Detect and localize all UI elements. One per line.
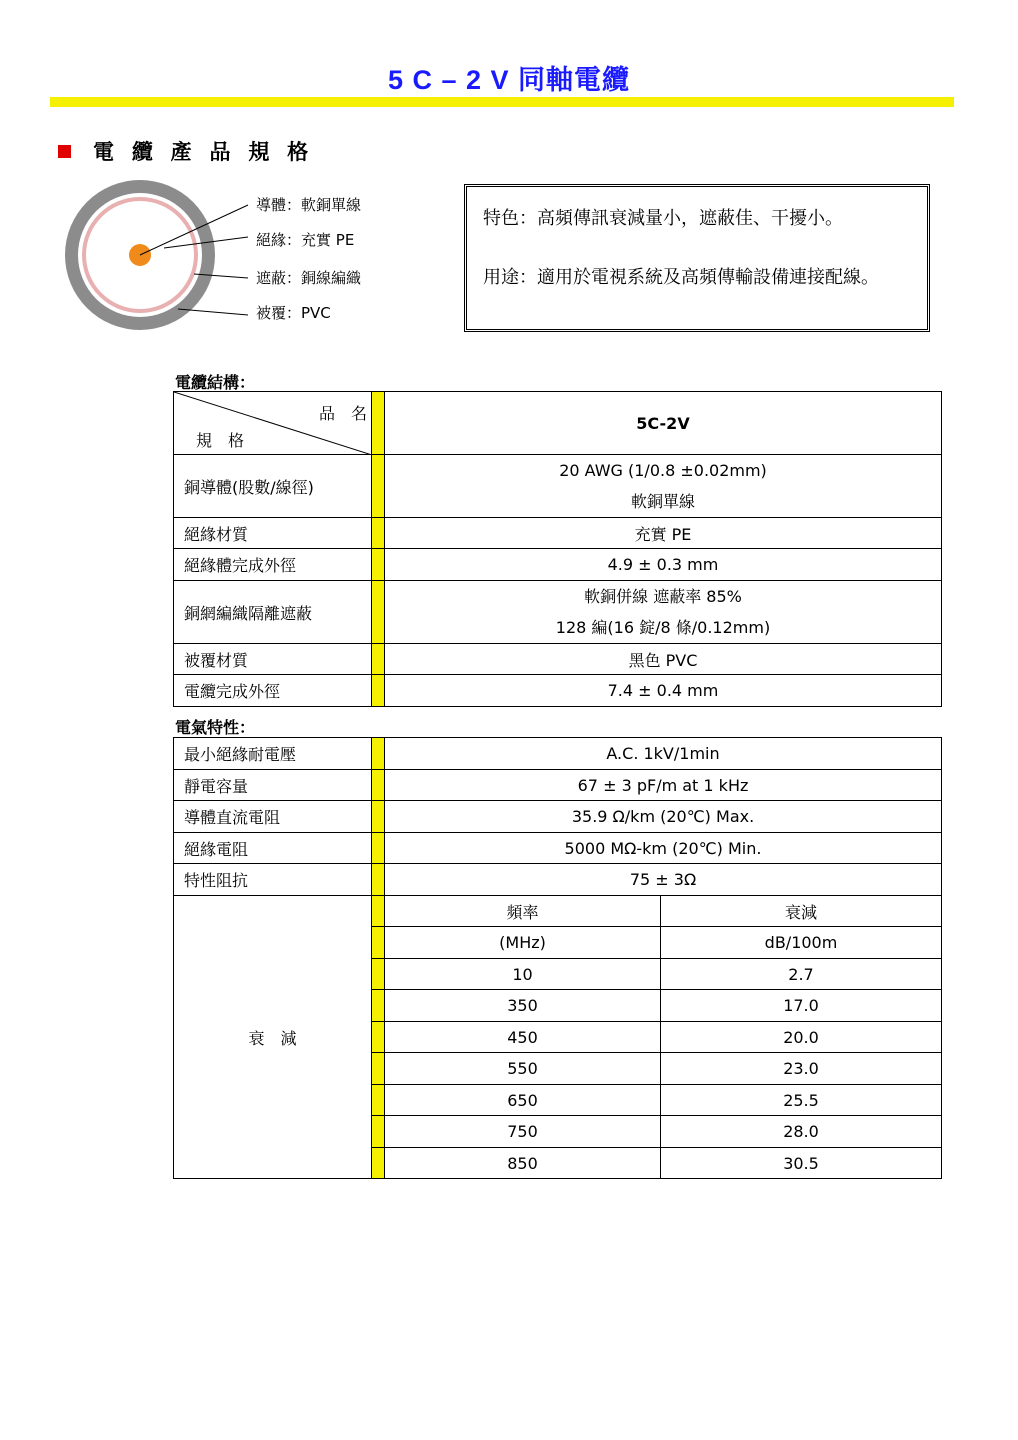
row-value-line: 軟銅併線 遮蔽率 85% [584,587,742,606]
features-line: 特色：高頻傳訊衰減量小，遮蔽佳、干擾小。 [483,208,843,229]
attenuation-unit: (MHz) [385,927,661,959]
attenuation-cell: 25.5 [661,1085,942,1116]
section-heading [58,136,314,166]
frequency-cell: 10 [385,959,661,990]
row-value: 7.4 ± 0.4 mm [385,675,942,707]
row-label: 電纜完成外徑 [174,675,372,707]
yellow-marker [372,455,385,518]
row-label: 靜電容量 [174,770,372,801]
row-value: 35.9 Ω/km (20℃) Max. [385,801,942,833]
table-row [174,896,942,927]
row-label: 最小絕緣耐電壓 [174,738,372,770]
section-heading-text: 電 纜 產 品 規 格 [93,141,315,164]
diagram-label-shield: 遮蔽：銅線編織 [256,269,362,287]
row-value [385,581,942,644]
header-bottom-label: 規 格 [196,431,245,450]
yellow-marker [372,549,385,581]
attenuation-cell: 23.0 [661,1053,942,1085]
row-label: 絕緣體完成外徑 [174,549,372,581]
table-row [174,864,942,896]
table-row [174,644,942,675]
frequency-cell: 650 [385,1085,661,1116]
table-row [174,581,942,644]
row-value-line: 20 AWG (1/0.8 ±0.02mm) [559,461,767,480]
yellow-marker [372,770,385,801]
row-value-line: 128 編(16 錠/8 條/0.12mm) [555,618,771,637]
yellow-marker [372,1053,385,1085]
yellow-marker [372,990,385,1022]
row-label: 銅網編織隔離遮蔽 [174,581,372,644]
diagram-label-jacket: 被覆：PVC [256,304,331,322]
row-value: 4.9 ± 0.3 mm [385,549,942,581]
attenuation-cell: 20.0 [661,1022,942,1053]
row-label: 導體直流電阻 [174,801,372,833]
attenuation-cell: 30.5 [661,1148,942,1179]
yellow-marker [372,801,385,833]
row-value: 充實 PE [385,518,942,549]
yellow-marker [372,392,385,455]
diagram-label-conductor: 導體：軟銅單線 [256,196,362,214]
frequency-cell: 550 [385,1053,661,1085]
attenuation-col-header: 頻率 [385,896,661,927]
table-row [174,392,942,455]
row-value: 75 ± 3Ω [385,864,942,896]
table-row [174,770,942,801]
row-label: 絕緣材質 [174,518,372,549]
yellow-marker [372,675,385,707]
header-top-label: 品 名 [318,404,367,423]
product-name: 5C-2V [385,392,942,455]
yellow-marker [372,581,385,644]
row-label: 被覆材質 [174,644,372,675]
diagram-label-insulation: 絕緣：充實 PE [256,231,355,249]
row-value: 67 ± 3 pF/m at 1 kHz [385,770,942,801]
structure-caption: 電纜結構： [175,373,256,392]
table-row [174,801,942,833]
row-value: 5000 MΩ-km (20℃) Min. [385,833,942,864]
diagonal-header-cell [174,392,372,455]
yellow-marker [372,864,385,896]
yellow-marker [372,1148,385,1179]
frequency-cell: 450 [385,1022,661,1053]
bullet-square-icon [58,145,71,158]
table-row [174,675,942,707]
table-row [174,549,942,581]
row-label: 銅導體(股數/線徑) [174,455,372,518]
row-value [385,455,942,518]
row-label: 特性阻抗 [174,864,372,896]
yellow-marker [372,1085,385,1116]
table-row [174,455,942,518]
yellow-marker [372,644,385,675]
title-underline-bar [50,97,954,107]
cable-cross-section-diagram [60,178,460,338]
table-row [174,738,942,770]
electrical-caption: 電氣特性： [175,718,256,737]
attenuation-cell: 28.0 [661,1116,942,1148]
page-title: 5 C – 2 V 同軸電纜 [387,65,631,95]
attenuation-cell: 17.0 [661,990,942,1022]
row-value: A.C. 1kV/1min [385,738,942,770]
row-value: 黑色 PVC [385,644,942,675]
table-row [174,833,942,864]
attenuation-label: 衰 減 [174,896,372,1179]
table-row [174,518,942,549]
electrical-table [173,737,942,1179]
yellow-marker [372,738,385,770]
frequency-cell: 850 [385,1148,661,1179]
row-value-line: 軟銅單線 [630,492,695,511]
features-box [464,184,930,332]
attenuation-cell: 2.7 [661,959,942,990]
frequency-cell: 350 [385,990,661,1022]
usage-line: 用途：適用於電視系統及高頻傳輸設備連接配線。 [483,267,879,288]
yellow-marker [372,833,385,864]
attenuation-col-header: 衰減 [661,896,942,927]
frequency-cell: 750 [385,1116,661,1148]
structure-table [173,391,942,707]
row-label: 絕緣電阻 [174,833,372,864]
attenuation-unit: dB/100m [661,927,942,959]
yellow-marker [372,927,385,959]
yellow-marker [372,1116,385,1148]
yellow-marker [372,959,385,990]
yellow-marker [372,1022,385,1053]
yellow-marker [372,518,385,549]
yellow-marker [372,896,385,927]
